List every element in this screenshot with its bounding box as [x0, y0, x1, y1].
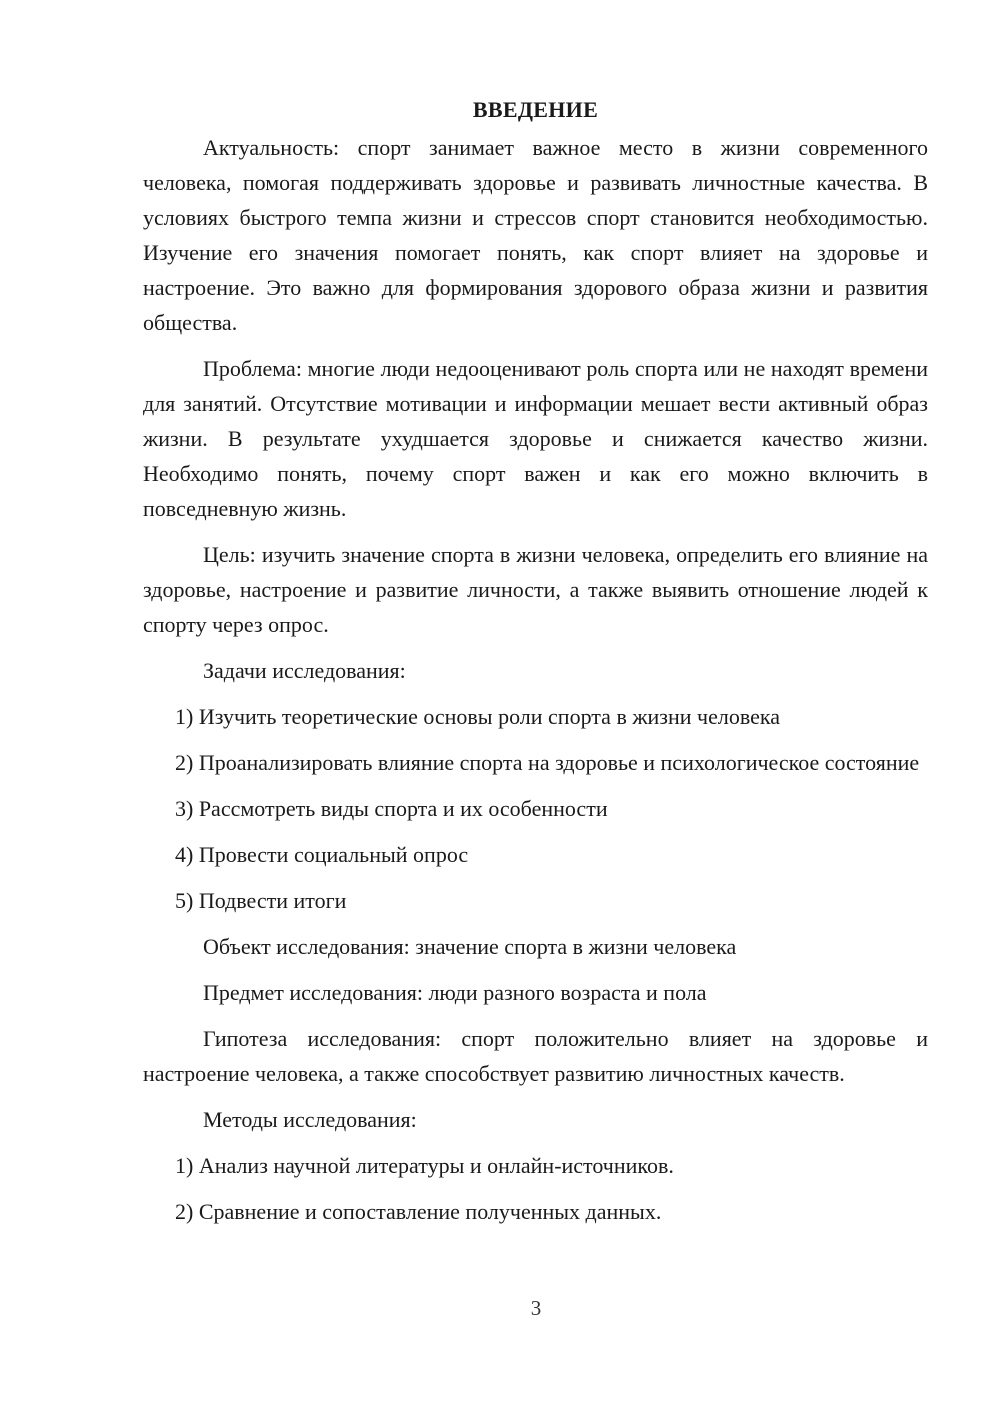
- problem-paragraph: Проблема: многие люди недооценивают роль спорта или не находят времени для занятий. Отсутствие мотивации и информации мешает вести активный образ жизни. В результате ухудшается здоровье и снижается качество жизни. Необходимо понять, почему спорт важен и как его можно включить в повседневную жизнь.: [143, 356, 928, 521]
- goal-paragraph: Цель: изучить значение спорта в жизни человека, определить его влияние на здоровье, настроение и развитие личности, а также выявить отношение людей к спорту через опрос.: [143, 542, 928, 637]
- task-item: 3) Рассмотреть виды спорта и их особенности: [175, 796, 608, 821]
- object-line: Объект исследования: значение спорта в жизни человека: [203, 934, 737, 959]
- method-item: 2) Сравнение и сопоставление полученных данных.: [175, 1199, 662, 1224]
- relevance-paragraph: Актуальность: спорт занимает важное место в жизни современного человека, помогая поддерживать здоровье и развивать личностные качества. В условиях быстрого темпа жизни и стрессов спорт становится необходимостью. Изучение его значения помогает понять, как спорт влияет на здоровье и настроение. Это важно для формирования здорового образа жизни и развития общества.: [143, 135, 928, 335]
- hypothesis-paragraph: Гипотеза исследования: спорт положительно влияет на здоровье и настроение человека, а также способствует развитию личностных качеств.: [143, 1026, 928, 1086]
- section-title: ВВЕДЕНИЕ: [472, 97, 599, 122]
- task-item: 2) Проанализировать влияние спорта на здоровье и психологическое состояние: [175, 750, 920, 775]
- document-page: [143, 92, 928, 1240]
- task-item: 5) Подвести итоги: [175, 888, 347, 913]
- page-number: 3: [530, 1296, 542, 1320]
- subject-line: Предмет исследования: люди разного возраста и пола: [203, 980, 707, 1005]
- tasks-heading: Задачи исследования:: [203, 658, 406, 683]
- methods-heading: Методы исследования:: [203, 1107, 417, 1132]
- task-item: 1) Изучить теоретические основы роли спорта в жизни человека: [175, 704, 780, 729]
- task-item: 4) Провести социальный опрос: [175, 842, 469, 867]
- method-item: 1) Анализ научной литературы и онлайн-источников.: [175, 1153, 674, 1178]
